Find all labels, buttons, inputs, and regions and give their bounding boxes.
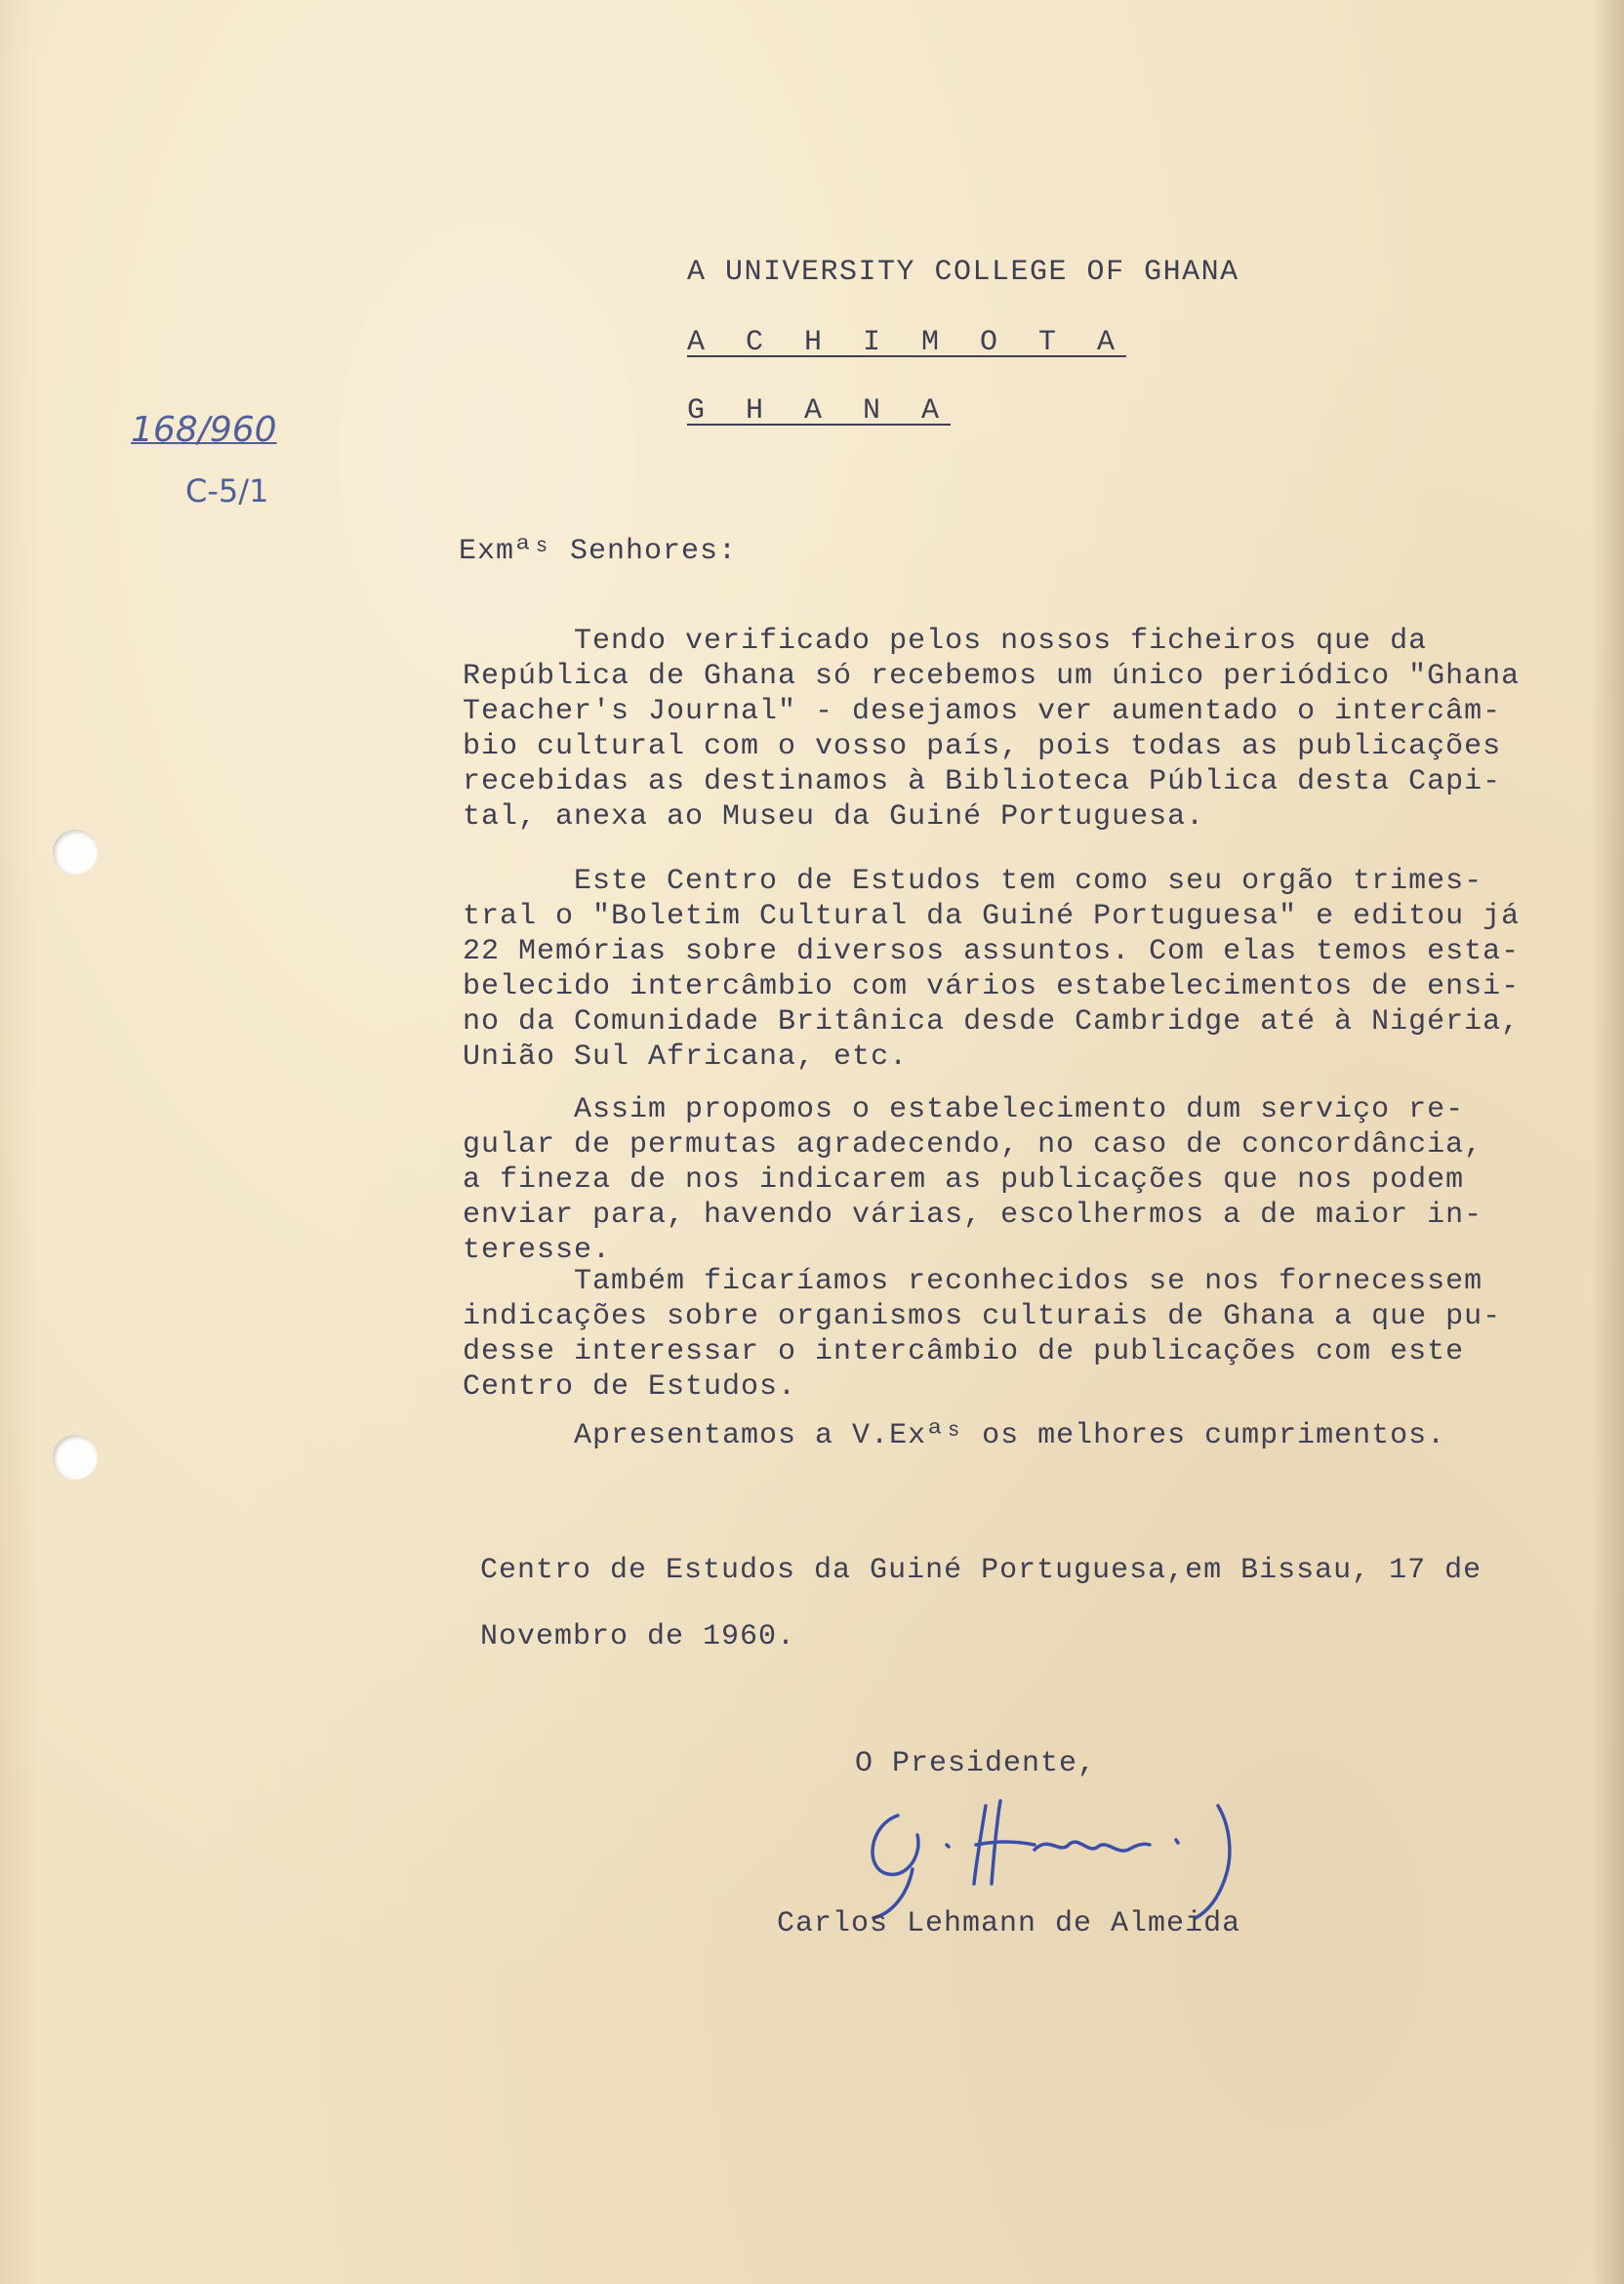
body-line: Centro de Estudos. (463, 1370, 797, 1404)
body-line: a fineza de nos indicarem as publicações que nos podem (463, 1163, 1465, 1197)
paper-edge-shadow (1591, 0, 1624, 2284)
body-line: República de Ghana só recebemos um único periódico "Ghana (463, 660, 1521, 693)
reference-number: 168/960 (131, 410, 277, 450)
signatory-name: Carlos Lehmann de Almeida (777, 1907, 1241, 1940)
body-line: tal, anexa ao Museu da Guiné Portuguesa. (463, 800, 1205, 834)
closing-title: O Presidente, (855, 1747, 1097, 1780)
recipient-line-1: A UNIVERSITY COLLEGE OF GHANA (687, 256, 1239, 289)
place-date-line-1: Centro de Estudos da Guiné Portuguesa,em Bissau, 17 de (480, 1554, 1482, 1587)
body-line: Teacher's Journal" - desejamos ver aumentado o intercâm- (463, 695, 1502, 728)
place-date-line-2: Novembro de 1960. (480, 1620, 796, 1653)
body-line: Apresentamos a V.Exªˢ os melhores cumprimentos. (463, 1419, 1446, 1452)
salutation: Exmªˢ Senhores: (459, 535, 738, 568)
body-line: tral o "Boletim Cultural da Guiné Portuguesa" e editou já (463, 900, 1521, 933)
body-line: gular de permutas agradecendo, no caso de concordância, (463, 1128, 1483, 1162)
punch-hole-bottom (53, 1435, 98, 1480)
body-line: belecido intercâmbio com vários estabelecimentos de ensi- (463, 970, 1521, 1003)
body-line: Assim propomos o estabelecimento dum serviço re- (463, 1093, 1465, 1126)
body-line: desse interessar o intercâmbio de publicações com este (463, 1335, 1465, 1368)
body-line: Também ficaríamos reconhecidos se nos fornecessem (463, 1265, 1483, 1298)
body-line: indicações sobre organismos culturais de Ghana a que pu- (463, 1300, 1502, 1333)
body-line: Este Centro de Estudos tem como seu orgão trimes- (463, 865, 1483, 898)
body-line: recebidas as destinamos à Biblioteca Pública desta Capi- (463, 765, 1502, 798)
reference-code: C-5/1 (185, 472, 269, 510)
body-line: União Sul Africana, etc. (463, 1040, 909, 1074)
body-line: Tendo verificado pelos nossos ficheiros que da (463, 625, 1428, 658)
body-line: teresse. (463, 1234, 612, 1267)
body-line: bio cultural com o vosso país, pois todas as publicações (463, 730, 1502, 763)
signature (839, 1776, 1269, 1923)
body-line: enviar para, havendo várias, escolhermos a de maior in- (463, 1199, 1483, 1232)
recipient-line-3: G H A N A (687, 394, 952, 428)
punch-hole-top (53, 830, 98, 875)
body-line: 22 Memórias sobre diversos assuntos. Com elas temos esta- (463, 935, 1521, 968)
recipient-line-2: A C H I M O T A (687, 326, 1127, 359)
body-line: no da Comunidade Britânica desde Cambridge até à Nigéria, (463, 1005, 1521, 1039)
